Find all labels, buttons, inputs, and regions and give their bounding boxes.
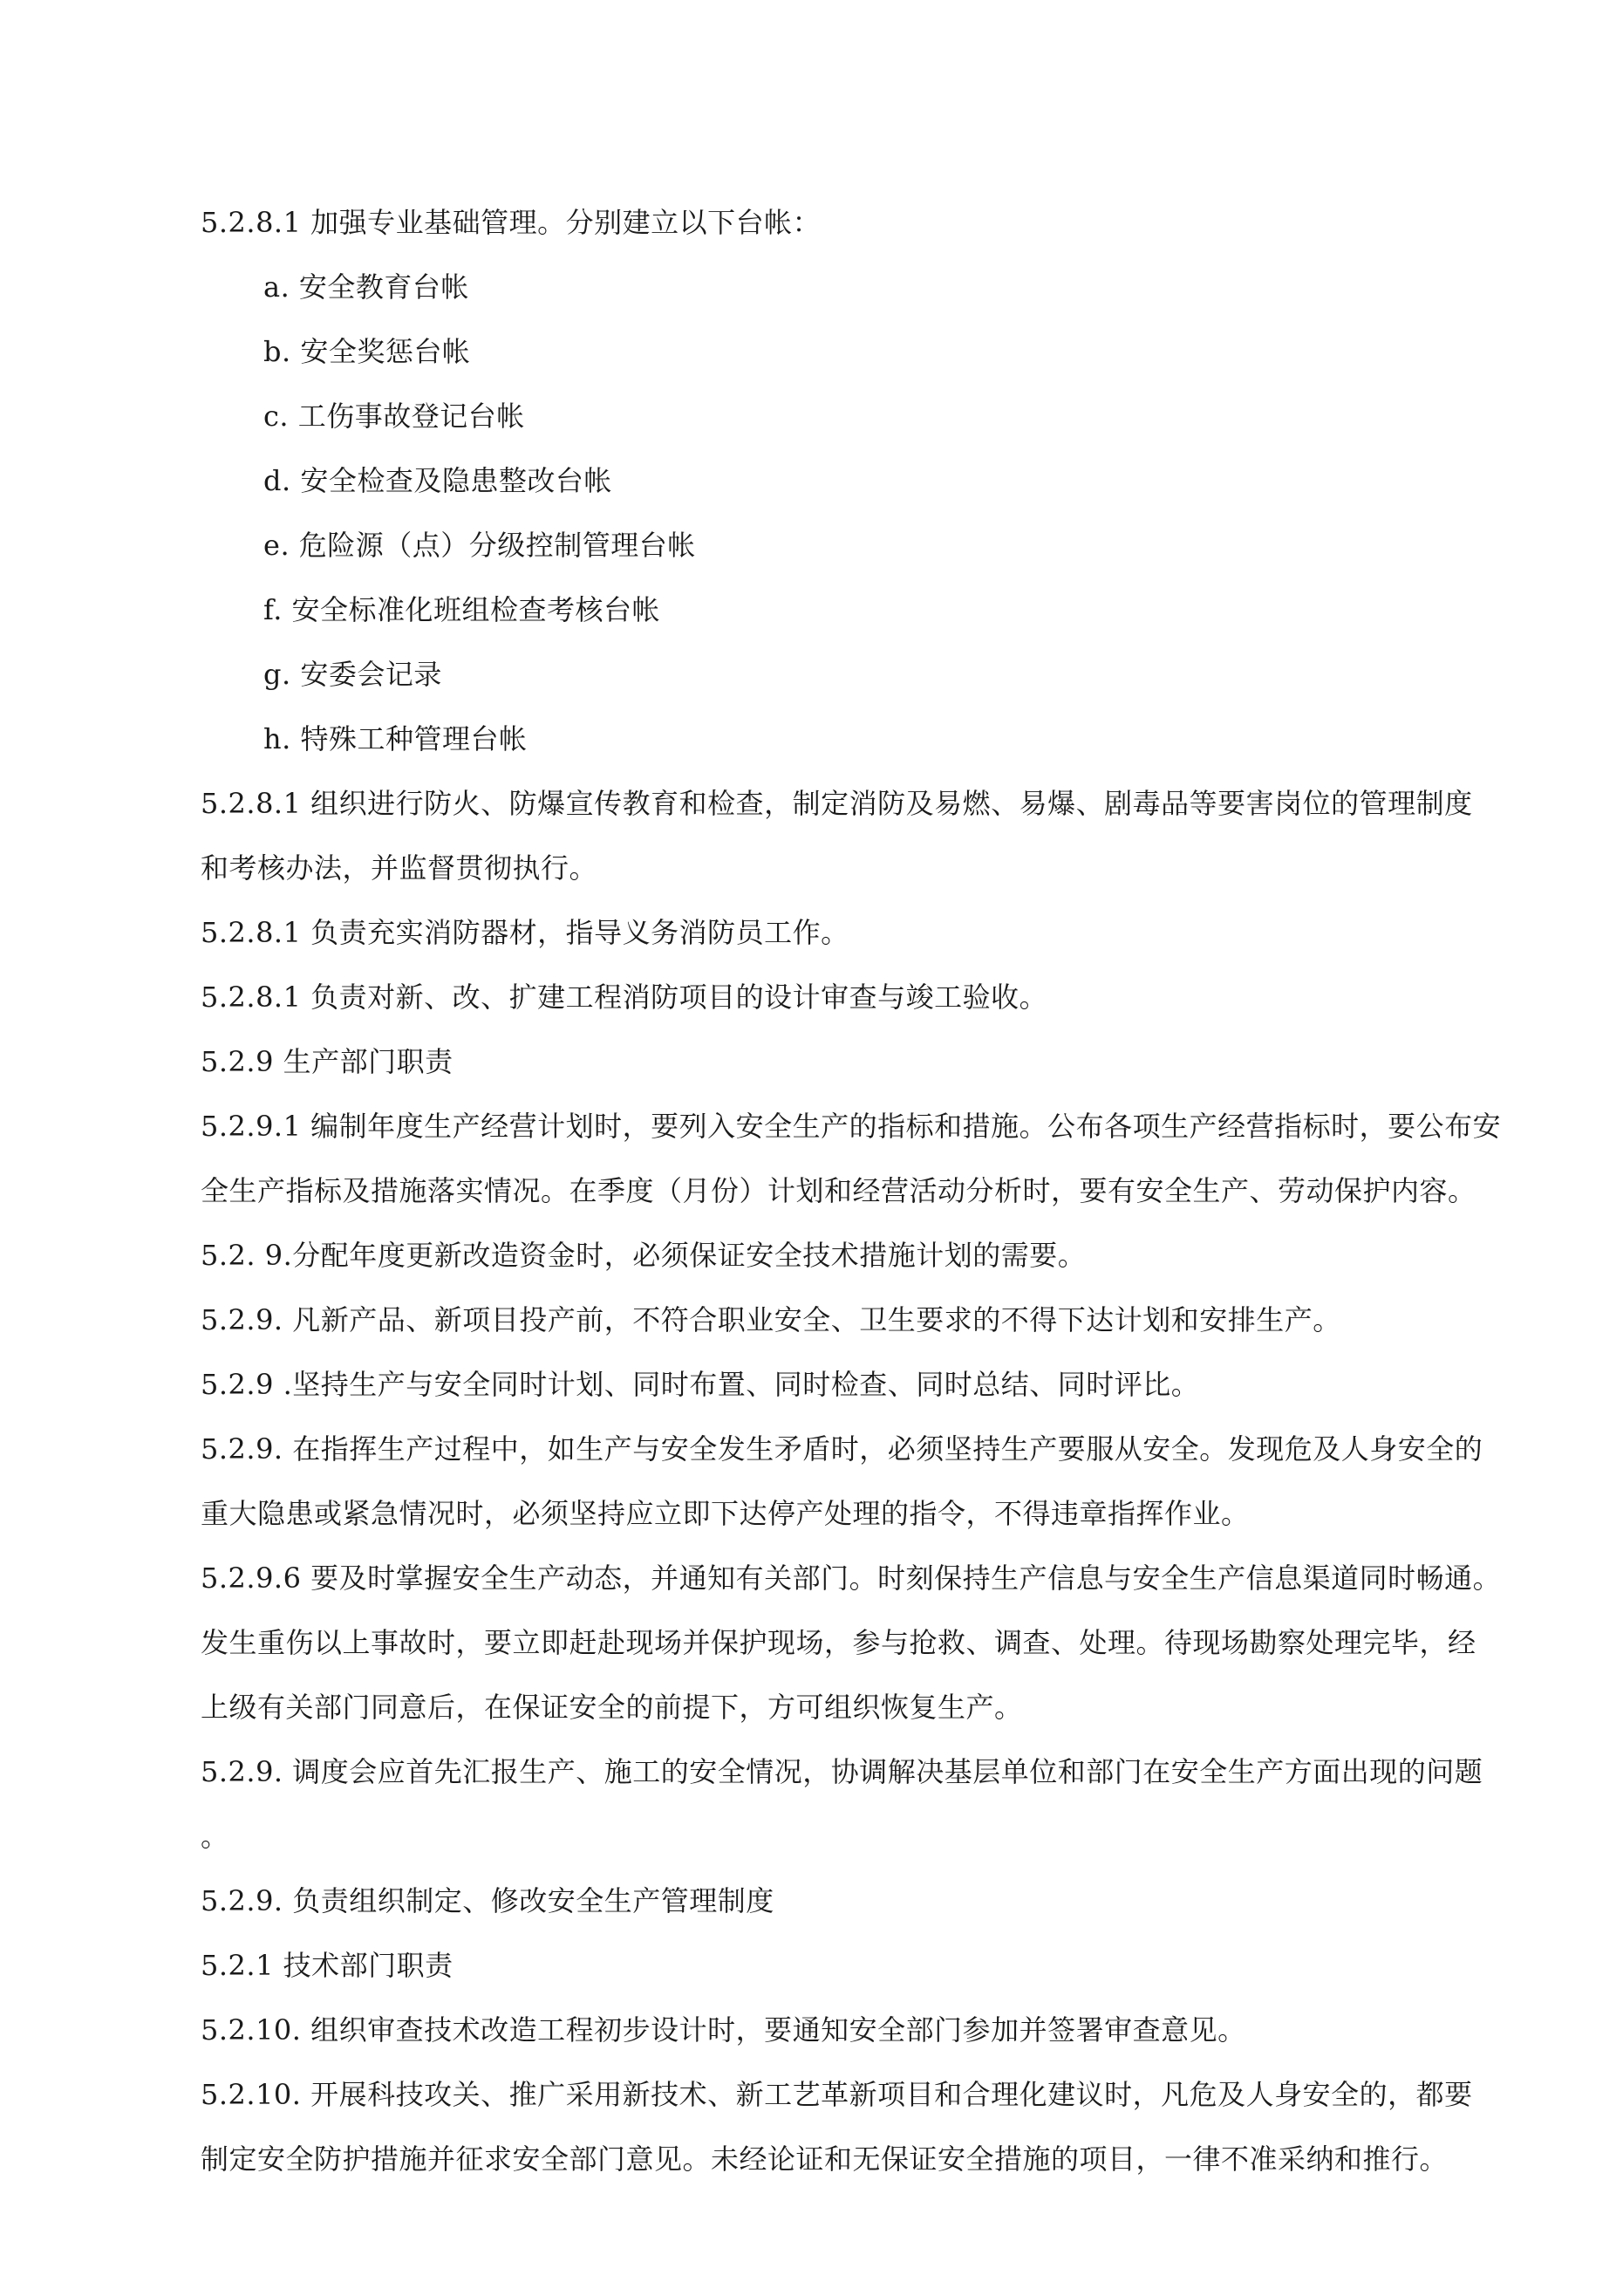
paragraph-line: 5.2.9 生产部门职责 — [201, 1045, 453, 1078]
paragraph-line: 5.2.10. 组织审查技术改造工程初步设计时，要通知安全部门参加并签署审查意见。 — [201, 2013, 1246, 2047]
list-item: b. 安全奖惩台帐 — [263, 335, 471, 368]
list-item: h. 特殊工种管理台帐 — [263, 722, 528, 755]
paragraph-line: 全生产指标及措施落实情况。在季度（月份）计划和经营活动分析时，要有安全生产、劳动保护内容。 — [201, 1174, 1476, 1207]
paragraph-line: 5.2.8.1 加强专业基础管理。分别建立以下台帐： — [201, 206, 822, 239]
paragraph-line: 5.2. 9.分配年度更新改造资金时，必须保证安全技术措施计划的需要。 — [201, 1239, 1087, 1272]
paragraph-line: 5.2.8.1 负责充实消防器材，指导义务消防员工作。 — [201, 916, 849, 949]
paragraph-line: 5.2.9. 负责组织制定、修改安全生产管理制度 — [201, 1884, 774, 1917]
paragraph-line: 。 — [201, 1820, 229, 1853]
paragraph-line: 5.2.10. 开展科技攻关、推广采用新技术、新工艺革新项目和合理化建议时，凡危及人身安全的，都要 — [201, 2078, 1473, 2111]
list-item: e. 危险源（点）分级控制管理台帐 — [263, 529, 696, 562]
paragraph-line: 5.2.9.1 编制年度生产经营计划时，要列入安全生产的指标和措施。公布各项生产经营指标时，要公布安 — [201, 1110, 1502, 1143]
paragraph-line: 5.2.8.1 组织进行防火、防爆宣传教育和检查，制定消防及易燃、易爆、剧毒品等要害岗位的管理制度 — [201, 787, 1473, 820]
paragraph-line: 上级有关部门同意后，在保证安全的前提下，方可组织恢复生产。 — [201, 1691, 1023, 1724]
list-item: g. 安委会记录 — [263, 658, 442, 691]
paragraph-line: 5.2.1 技术部门职责 — [201, 1949, 453, 1982]
paragraph-line: 发生重伤以上事故时，要立即赶赴现场并保护现场，参与抢救、调查、处理。待现场勘察处理完毕，经 — [201, 1626, 1476, 1659]
paragraph-line: 重大隐患或紧急情况时，必须坚持应立即下达停产处理的指令，不得违章指挥作业。 — [201, 1497, 1250, 1530]
list-item: d. 安全检查及隐患整改台帐 — [263, 464, 612, 497]
list-item: a. 安全教育台帐 — [263, 270, 469, 304]
paragraph-line: 5.2.9. 在指挥生产过程中，如生产与安全发生矛盾时，必须坚持生产要服从安全。发现危及人身安全的 — [201, 1432, 1483, 1466]
paragraph-line: 5.2.9. 调度会应首先汇报生产、施工的安全情况，协调解决基层单位和部门在安全生产方面出现的问题 — [201, 1755, 1483, 1788]
document-body — [201, 190, 1596, 2191]
list-item: c. 工伤事故登记台帐 — [263, 400, 525, 433]
list-item: f. 安全标准化班组检查考核台帐 — [263, 593, 661, 626]
paragraph-line: 5.2.8.1 负责对新、改、扩建工程消防项目的设计审查与竣工验收。 — [201, 981, 1048, 1014]
paragraph-line: 5.2.9 .坚持生产与安全同时计划、同时布置、同时检查、同时总结、同时评比。 — [201, 1368, 1200, 1401]
paragraph-line: 和考核办法，并监督贯彻执行。 — [201, 851, 598, 885]
paragraph-line: 制定安全防护措施并征求安全部门意见。未经论证和无保证安全措施的项目，一律不准采纳和推行。 — [201, 2142, 1449, 2176]
paragraph-line: 5.2.9.6 要及时掌握安全生产动态，并通知有关部门。时刻保持生产信息与安全生产信息渠道同时畅通。 — [201, 1561, 1502, 1595]
paragraph-line: 5.2.9. 凡新产品、新项目投产前，不符合职业安全、卫生要求的不得下达计划和安排生产。 — [201, 1303, 1341, 1336]
